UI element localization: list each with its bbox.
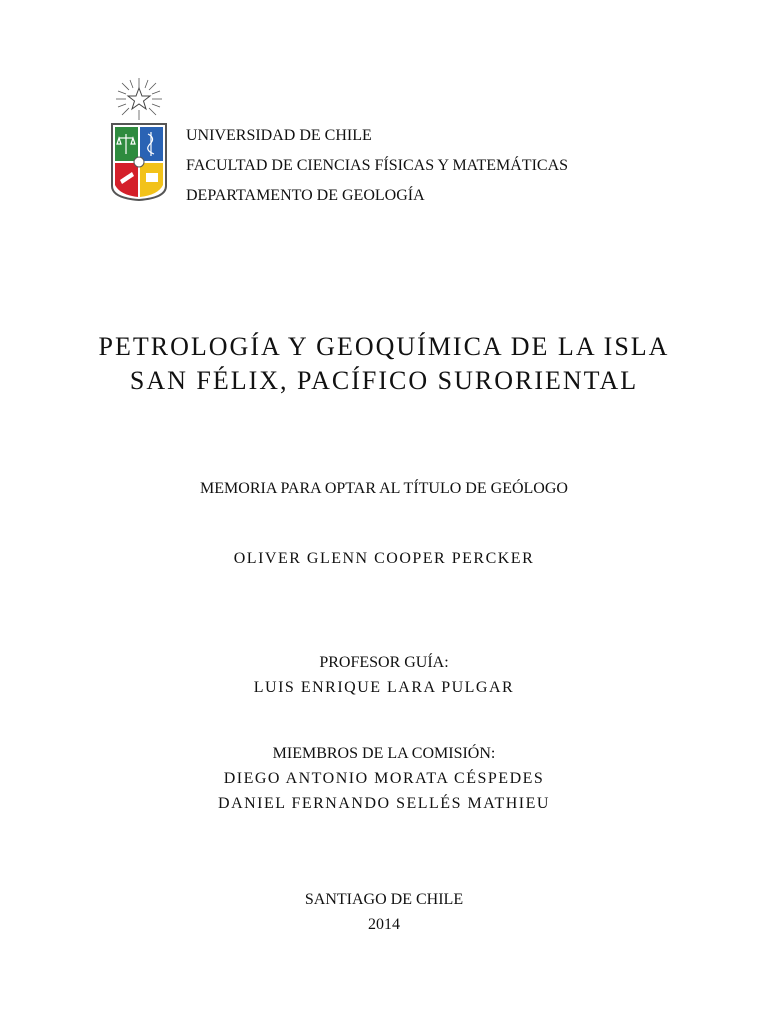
year: 2014: [368, 916, 400, 933]
committee-member: DANIEL FERNANDO SELLÉS MATHIEU: [218, 795, 550, 812]
advisor-label: PROFESOR GUÍA:: [319, 654, 449, 671]
committee-label: MIEMBROS DE LA COMISIÓN:: [272, 745, 496, 762]
star-shape: [128, 88, 150, 109]
institution-header: [186, 121, 568, 211]
advisor-name: LUIS ENRIQUE LARA PULGAR: [253, 679, 515, 696]
university-crest-icon: [108, 76, 170, 202]
faculty-name: FACULTAD DE CIENCIAS FÍSICAS Y MATEMÁTICAS: [186, 157, 569, 174]
degree-statement: MEMORIA PARA OPTAR AL TÍTULO DE GEÓLOGO: [200, 480, 568, 497]
committee-block: [0, 741, 768, 816]
department-name: DEPARTAMENTO DE GEOLOGÍA: [186, 187, 425, 204]
place: SANTIAGO DE CHILE: [304, 891, 464, 908]
author-name: OLIVER GLENN COOPER PERCKER: [233, 550, 535, 567]
university-name: UNIVERSIDAD DE CHILE: [186, 127, 372, 144]
thesis-title: [0, 330, 768, 398]
shield: [112, 124, 166, 200]
place-date-block: [0, 887, 768, 937]
advisor-block: [0, 650, 768, 700]
thesis-title-line-1: PETROLOGÍA Y GEOQUÍMICA DE LA ISLA: [98, 332, 670, 361]
committee-member: DIEGO ANTONIO MORATA CÉSPEDES: [223, 770, 545, 787]
thesis-title-line-2: SAN FÉLIX, PACÍFICO SURORIENTAL: [129, 366, 639, 395]
